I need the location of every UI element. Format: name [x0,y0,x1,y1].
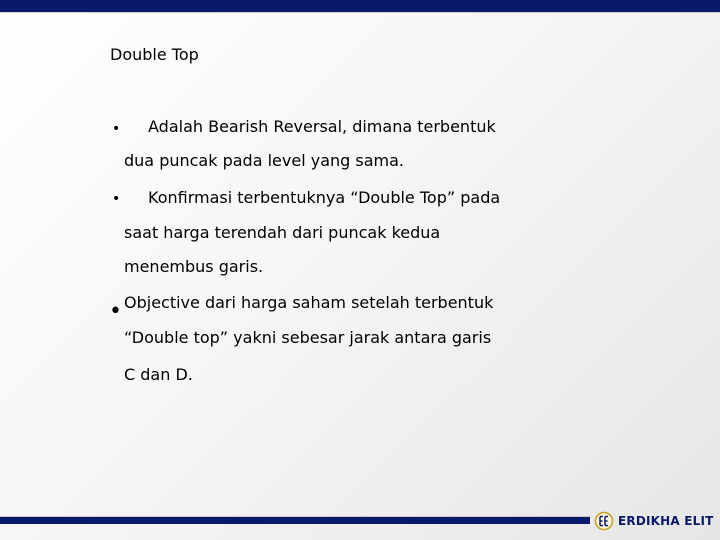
ee-logo-icon [594,511,614,531]
bottom-bar [0,516,590,524]
bullet-2-line-3: menembus garis. [124,257,264,276]
bullet-2-line-2: saat harga terendah dari puncak kedua [124,223,441,242]
bullet-3-marker: • [109,299,122,324]
bullet-2-line-1: Konfirmasi terbentuknya “Double Top” pada [148,188,501,207]
bullet-1-line-2: dua puncak pada level yang sama. [124,151,404,170]
bullet-3-line-1: Objective dari harga saham setelah terbentuk [124,293,494,312]
bullet-1-marker: • [112,121,121,137]
top-bar [0,0,720,13]
bullet-3-line-3: C dan D. [124,365,193,384]
slide-title: Double Top [110,45,199,64]
bullet-1-line-1: Adalah Bearish Reversal, dimana terbentuk [148,117,496,136]
bullet-3-line-2: “Double top” yakni sebesar jarak antara garis [124,328,492,347]
bullet-2-marker: • [112,191,121,207]
footer-brand [594,509,714,533]
brand-name: ERDIKHA ELIT [618,514,714,528]
